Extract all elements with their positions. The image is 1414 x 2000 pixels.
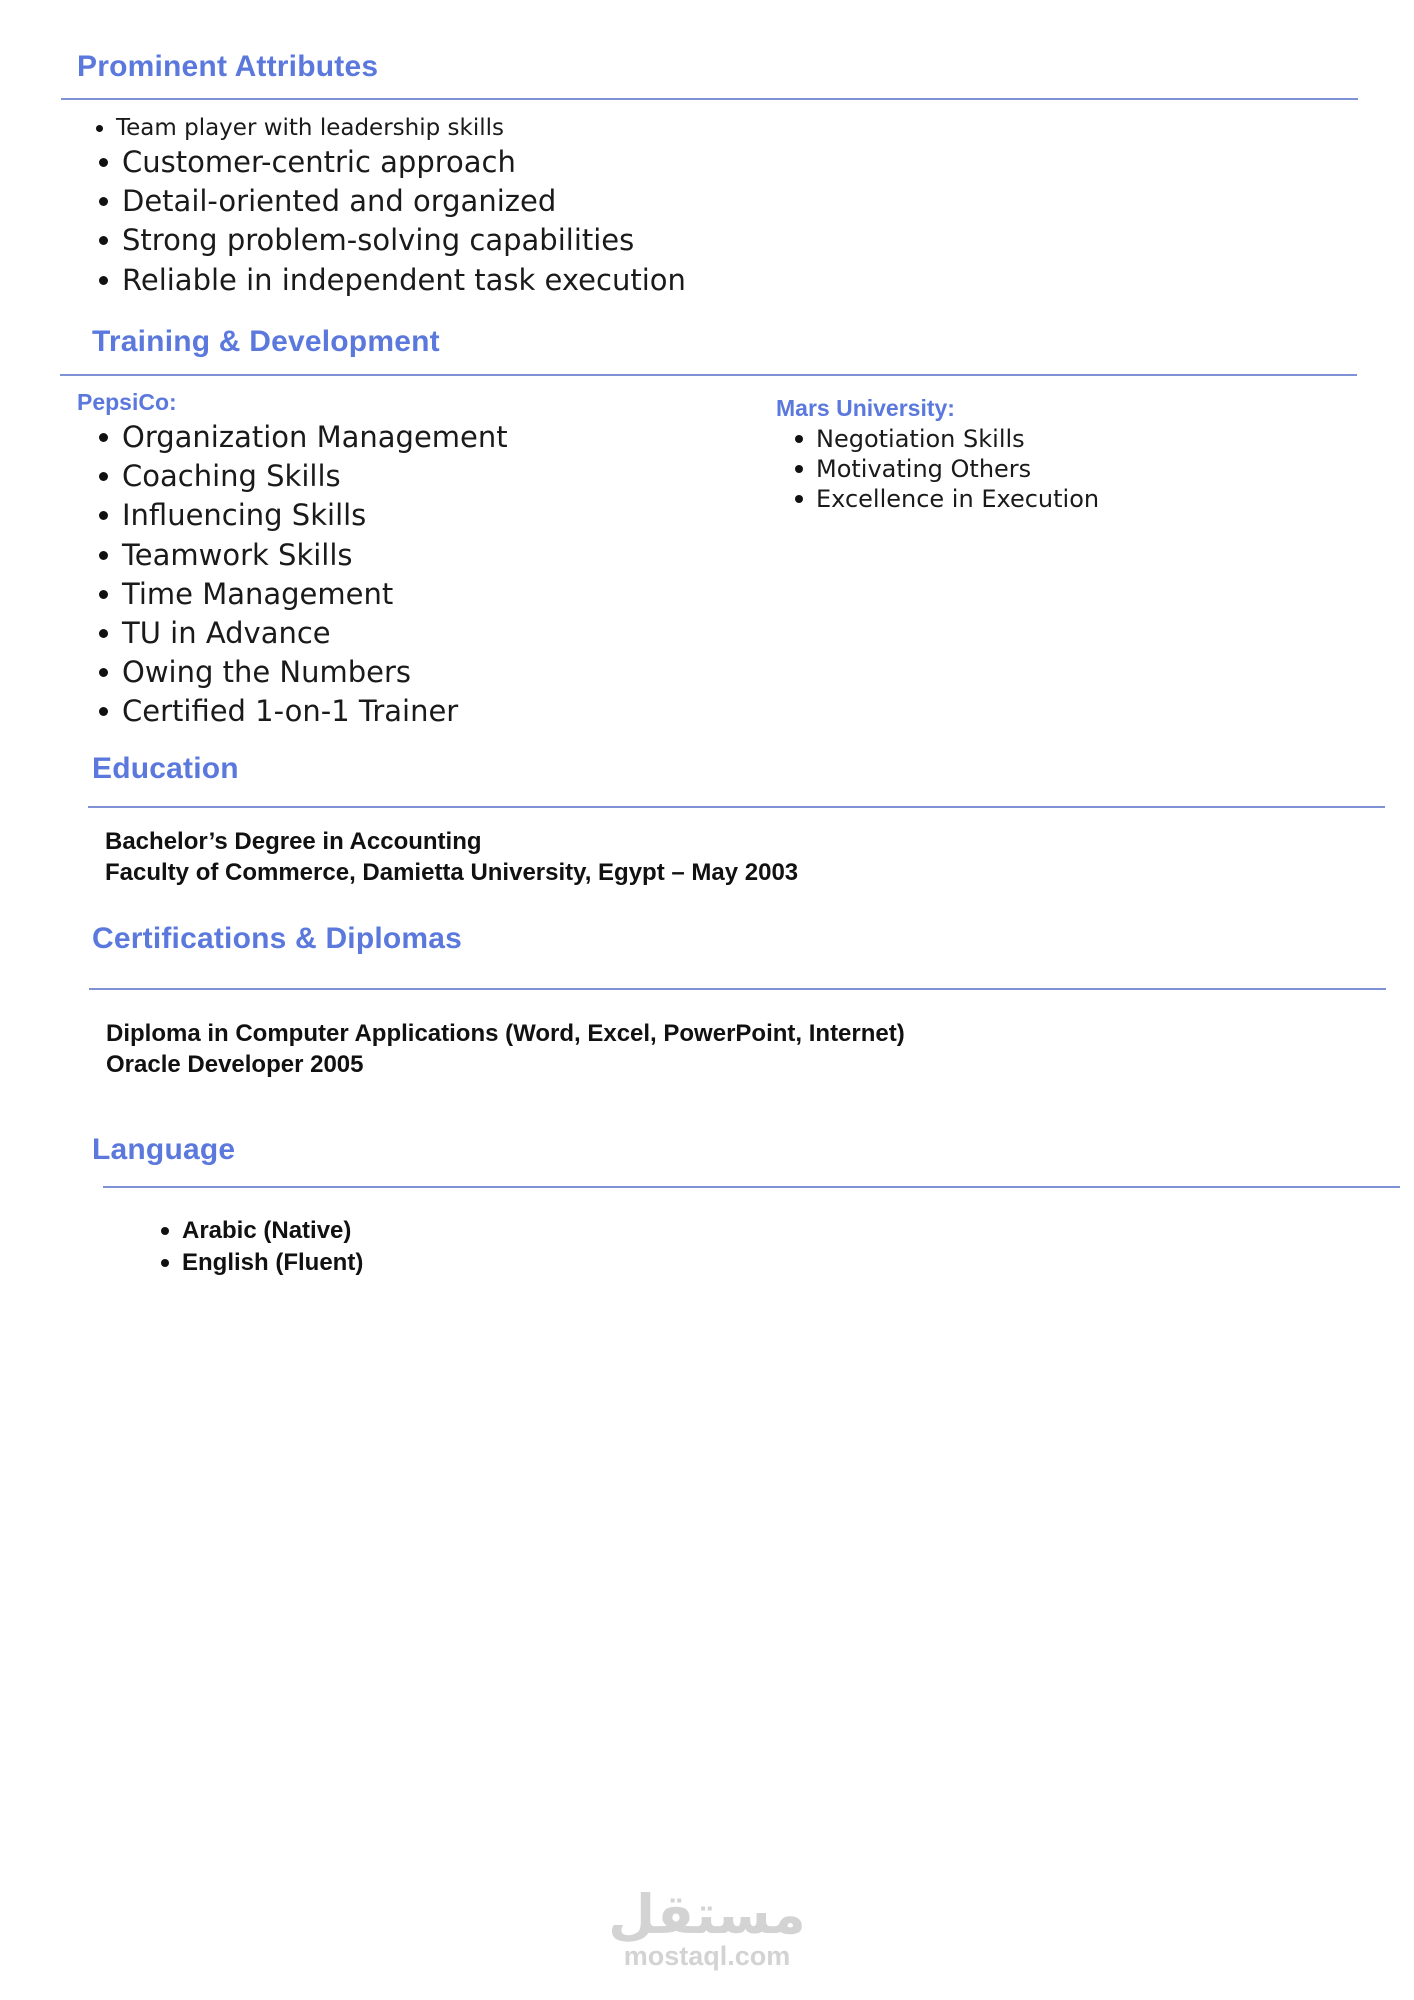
attribute-text: Customer-centric approach [122, 145, 516, 179]
list-item [792, 424, 1099, 454]
pepsico-title: PepsiCo: [77, 389, 177, 415]
list-item [96, 614, 508, 653]
training-text: Certified 1-on-1 Trainer [122, 694, 459, 729]
education-details [105, 826, 798, 888]
list-item [792, 454, 1099, 484]
section-title-education: Education [92, 752, 239, 785]
watermark-arabic-logo: مستقل [608, 1883, 806, 1946]
watermark-domain: mostaql.com [623, 1941, 791, 1971]
section-title-certifications: Certifications & Diplomas [92, 922, 463, 955]
attributes-list [94, 113, 504, 143]
training-text: Motivating Others [816, 455, 1032, 483]
list-item [96, 261, 686, 300]
training-text: Influencing Skills [122, 498, 367, 533]
list-item [96, 143, 686, 182]
mars-training-list [792, 424, 1099, 514]
list-item [96, 536, 508, 575]
list-item [96, 457, 508, 496]
list-item [96, 182, 686, 221]
training-text: Organization Management [122, 420, 508, 454]
list-item [96, 496, 508, 535]
degree-text: Bachelor’s Degree in Accounting [105, 828, 482, 855]
language-list [158, 1215, 363, 1279]
section-divider [89, 988, 1386, 990]
section-divider [103, 1186, 1400, 1188]
pepsico-training-list [96, 418, 508, 732]
language-text: Arabic (Native) [182, 1217, 352, 1244]
training-text: Coaching Skills [122, 459, 341, 494]
attributes-list-main [96, 143, 686, 300]
language-text: English (Fluent) [182, 1249, 364, 1276]
training-text: Time Management [122, 576, 394, 611]
attribute-text: Team player with leadership skills [116, 115, 504, 141]
section-title-attributes: Prominent Attributes [77, 50, 379, 83]
section-title-training: Training & Development [92, 325, 440, 358]
attribute-text: Reliable in independent task execution [122, 262, 686, 297]
mostaql-watermark [0, 1885, 1414, 1971]
training-text: TU in Advance [122, 615, 331, 650]
list-item [96, 418, 508, 457]
list-item [96, 221, 686, 260]
certifications-details [106, 1018, 905, 1080]
list-item [94, 113, 504, 143]
section-divider [88, 806, 1385, 808]
training-text: Excellence in Execution [816, 485, 1100, 513]
list-item [96, 653, 508, 692]
attribute-text: Strong problem-solving capabilities [122, 223, 635, 258]
training-text: Teamwork Skills [122, 537, 353, 572]
certification-text: Oracle Developer 2005 [106, 1051, 364, 1078]
training-text: Owing the Numbers [122, 655, 412, 690]
attribute-text: Detail-oriented and organized [122, 184, 557, 219]
training-text: Negotiation Skills [816, 425, 1025, 453]
list-item [96, 692, 508, 731]
section-divider [60, 374, 1357, 376]
certification-text: Diploma in Computer Applications (Word, Excel, PowerPoint, Internet) [106, 1020, 905, 1047]
institution-text: Faculty of Commerce, Damietta University, Egypt – May 2003 [105, 859, 799, 886]
list-item [158, 1247, 363, 1279]
mars-university-title: Mars University: [776, 395, 955, 421]
list-item [792, 484, 1099, 514]
section-divider [61, 98, 1358, 100]
list-item [96, 575, 508, 614]
section-title-language: Language [92, 1133, 236, 1166]
list-item [158, 1215, 363, 1247]
